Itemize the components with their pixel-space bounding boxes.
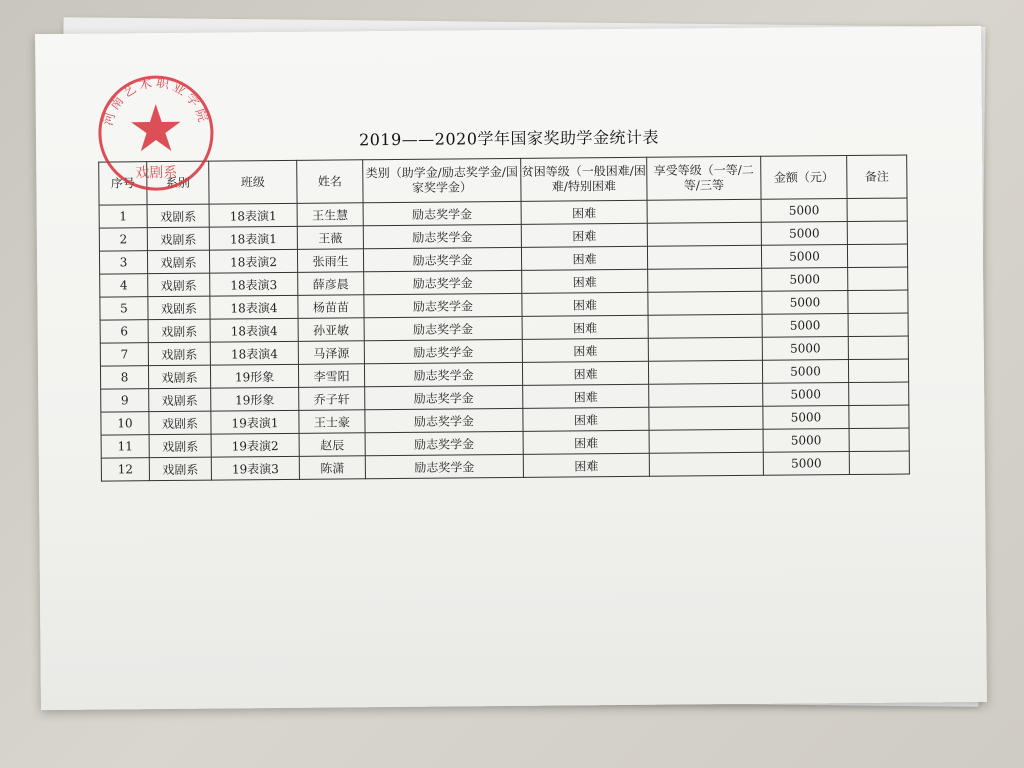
document-paper	[35, 26, 987, 710]
cell-level	[647, 222, 761, 246]
cell-amount: 5000	[762, 314, 848, 338]
cell-note	[849, 405, 909, 429]
cell-dept: 戏剧系	[148, 365, 210, 389]
cell-class: 19表演2	[211, 433, 299, 457]
svg-text:河南艺术职业学院	[100, 74, 210, 128]
cell-class: 18表演2	[209, 249, 297, 273]
cell-class: 18表演4	[210, 295, 298, 319]
cell-name: 杨苗苗	[298, 295, 364, 319]
cell-amount: 5000	[761, 199, 847, 223]
cell-level	[647, 199, 761, 223]
cell-class: 18表演1	[209, 203, 297, 227]
cell-note	[849, 451, 909, 475]
cell-poverty: 困难	[521, 246, 647, 270]
cell-note	[847, 221, 907, 245]
cell-dept: 戏剧系	[147, 250, 209, 274]
cell-no: 8	[100, 366, 148, 389]
cell-class: 19形象	[210, 364, 298, 388]
cell-amount: 5000	[761, 245, 847, 269]
cell-dept: 戏剧系	[148, 342, 210, 366]
cell-note	[848, 336, 908, 360]
cell-poverty: 困难	[522, 361, 648, 385]
cell-note	[849, 382, 909, 406]
cell-level	[648, 314, 762, 338]
cell-category: 励志奖学金	[363, 201, 521, 225]
cell-name: 乔子轩	[299, 387, 365, 411]
cell-level	[649, 406, 763, 430]
cell-poverty: 困难	[522, 338, 648, 362]
cell-name: 王薇	[297, 226, 363, 250]
cell-amount: 5000	[762, 360, 848, 384]
cell-category: 励志奖学金	[363, 247, 521, 271]
cell-category: 励志奖学金	[364, 339, 522, 363]
cell-level	[648, 360, 762, 384]
cell-category: 励志奖学金	[364, 270, 522, 294]
cell-dept: 戏剧系	[149, 411, 211, 435]
seal-top-text: 河南艺术职业学院	[100, 75, 211, 128]
cell-no: 1	[99, 205, 147, 228]
cell-category: 励志奖学金	[365, 454, 523, 478]
cell-note	[849, 428, 909, 452]
header-level: 享受等级（一等/二等/三等	[647, 156, 761, 200]
cell-amount: 5000	[762, 268, 848, 292]
cell-amount: 5000	[763, 429, 849, 453]
cell-no: 2	[99, 228, 147, 251]
cell-dept: 戏剧系	[148, 296, 210, 320]
cell-poverty: 困难	[523, 430, 649, 454]
cell-class: 19形象	[211, 387, 299, 411]
cell-poverty: 困难	[521, 223, 647, 247]
cell-no: 5	[100, 297, 148, 320]
cell-level	[649, 452, 763, 476]
cell-no: 3	[99, 251, 147, 274]
cell-no: 4	[100, 274, 148, 297]
header-class: 班级	[209, 160, 297, 204]
cell-category: 励志奖学金	[364, 293, 522, 317]
cell-dept: 戏剧系	[147, 204, 209, 228]
scholarship-table	[98, 155, 910, 482]
seal-bottom-text: 戏剧系	[135, 164, 178, 182]
cell-poverty: 困难	[522, 315, 648, 339]
cell-name: 薛彦晨	[298, 272, 364, 296]
cell-note	[848, 359, 908, 383]
cell-poverty: 困难	[523, 407, 649, 431]
cell-no: 9	[101, 389, 149, 412]
cell-amount: 5000	[762, 291, 848, 315]
table-header-row	[99, 155, 907, 205]
header-amount: 金额（元）	[761, 156, 847, 200]
cell-category: 励志奖学金	[363, 224, 521, 248]
cell-note	[848, 290, 908, 314]
cell-name: 马泽源	[298, 341, 364, 365]
cell-name: 赵辰	[299, 433, 365, 457]
cell-dept: 戏剧系	[148, 319, 210, 343]
cell-amount: 5000	[763, 383, 849, 407]
cell-dept: 戏剧系	[149, 457, 211, 481]
header-poverty: 贫困等级（一般困难/困难/特别困难	[521, 157, 647, 201]
cell-note	[847, 198, 907, 222]
cell-note	[847, 244, 907, 268]
cell-amount: 5000	[763, 406, 849, 430]
cell-category: 励志奖学金	[365, 431, 523, 455]
cell-category: 励志奖学金	[364, 316, 522, 340]
cell-name: 王士豪	[299, 410, 365, 434]
cell-category: 励志奖学金	[365, 385, 523, 409]
cell-category: 励志奖学金	[365, 408, 523, 432]
cell-amount: 5000	[762, 337, 848, 361]
cell-note	[848, 313, 908, 337]
cell-name: 张雨生	[297, 249, 363, 273]
header-note: 备注	[847, 155, 907, 199]
document-title: 2019——2020学年国家奖助学金统计表	[358, 127, 660, 150]
table-body	[99, 198, 909, 481]
cell-no: 10	[101, 412, 149, 435]
header-dept: 系别	[147, 161, 209, 205]
cell-no: 7	[100, 343, 148, 366]
cell-class: 18表演4	[210, 341, 298, 365]
cell-level	[648, 337, 762, 361]
cell-name: 李雪阳	[298, 364, 364, 388]
cell-poverty: 困难	[521, 200, 647, 224]
cell-level	[648, 291, 762, 315]
header-name: 姓名	[297, 160, 363, 204]
cell-name: 孙亚敏	[298, 318, 364, 342]
cell-category: 励志奖学金	[364, 362, 522, 386]
cell-no: 11	[101, 435, 149, 458]
cell-note	[848, 267, 908, 291]
cell-level	[649, 429, 763, 453]
header-no: 序号	[99, 162, 147, 205]
cell-level	[648, 268, 762, 292]
cell-poverty: 困难	[523, 384, 649, 408]
cell-dept: 戏剧系	[148, 273, 210, 297]
cell-poverty: 困难	[522, 292, 648, 316]
cell-poverty: 困难	[522, 269, 648, 293]
cell-level	[649, 383, 763, 407]
cell-class: 19表演3	[211, 456, 299, 480]
cell-no: 12	[101, 458, 149, 481]
cell-class: 19表演1	[211, 410, 299, 434]
cell-name: 王生慧	[297, 203, 363, 227]
cell-name: 陈潇	[299, 456, 365, 480]
cell-class: 18表演3	[210, 272, 298, 296]
cell-amount: 5000	[761, 222, 847, 246]
cell-class: 18表演1	[209, 226, 297, 250]
cell-dept: 戏剧系	[147, 227, 209, 251]
cell-dept: 戏剧系	[149, 388, 211, 412]
header-category: 类别（助学金/励志奖学金/国家奖学金）	[363, 158, 521, 202]
cell-level	[647, 245, 761, 269]
cell-dept: 戏剧系	[149, 434, 211, 458]
cell-no: 6	[100, 320, 148, 343]
cell-class: 18表演4	[210, 318, 298, 342]
cell-amount: 5000	[763, 452, 849, 476]
cell-poverty: 困难	[523, 453, 649, 477]
